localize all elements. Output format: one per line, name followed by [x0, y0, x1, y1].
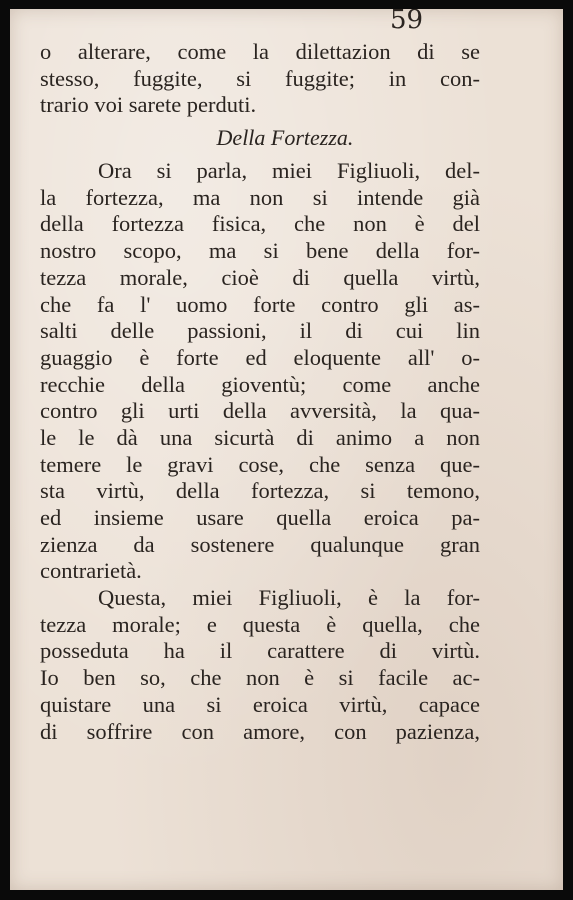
text-line: la fortezza, ma non si intende già — [40, 184, 480, 210]
text-line: stesso, fuggite, si fuggite; in con- — [40, 65, 480, 91]
text-line: trario voi sarete perduti. — [40, 92, 257, 118]
text-line: le le dà una sicurtà di animo a non — [40, 424, 480, 450]
text-line: sta virtù, della fortezza, si temono, — [40, 478, 480, 504]
text-line: tezza morale, cioè di quella virtù, — [40, 264, 480, 290]
text-line: zienza da sostenere qualunque gran — [40, 531, 480, 557]
text-line: o alterare, come la dilettazion di se — [40, 39, 480, 64]
text-line: contrarietà. — [40, 558, 142, 584]
text-line: di soffrire con amore, con pazienza, — [40, 718, 480, 744]
text-line: Questa, miei Figliuoli, è la for- — [98, 585, 480, 611]
text-line: contro gli urti della avversità, la qua- — [40, 398, 480, 424]
text-line: Ora si parla, miei Figliuoli, del- — [98, 158, 480, 184]
text-line: che fa l' uomo forte contro gli as- — [40, 291, 480, 317]
text-line: nostro scopo, ma si bene della for- — [40, 238, 480, 264]
text-line: salti delle passioni, il di cui lin — [40, 318, 480, 344]
paragraph-1 — [40, 158, 480, 585]
text-line: temere le gravi cose, che senza que- — [40, 451, 480, 477]
section-heading: Della Fortezza. — [216, 125, 354, 151]
text-line: posseduta ha il carattere di virtù. — [40, 638, 480, 664]
text-line: della fortezza fisica, che non è del — [40, 211, 480, 237]
text-line: Io ben so, che non è si facile ac- — [40, 665, 480, 691]
paragraph-2 — [40, 585, 480, 745]
text-line: tezza morale; e questa è quella, che — [40, 611, 480, 637]
text-line: recchie della gioventù; come anche — [40, 371, 480, 397]
page-text — [40, 39, 480, 745]
text-line: ed insieme usare quella eroica pa- — [40, 505, 480, 530]
text-line: guaggio è forte ed eloquente all' o- — [40, 344, 480, 370]
top-paragraph — [40, 39, 480, 119]
page-number: 59 — [390, 9, 424, 35]
text-line: quistare una si eroica virtù, capace — [40, 691, 480, 717]
book-page — [10, 9, 563, 890]
